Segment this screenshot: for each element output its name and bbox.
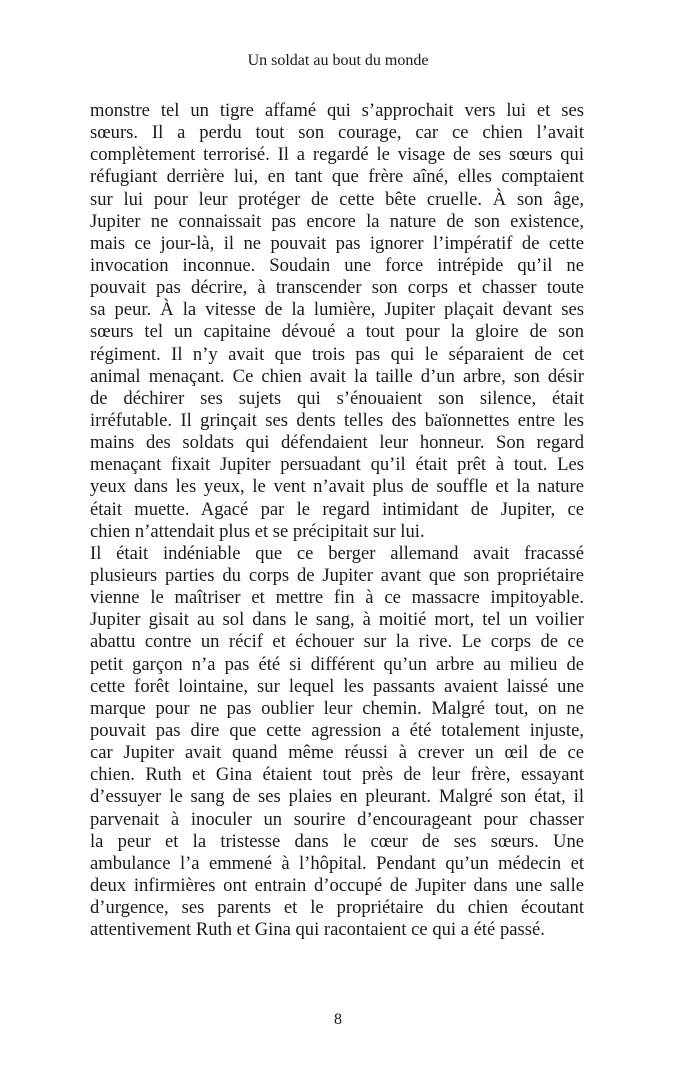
- running-header: Un soldat au bout du monde: [247, 52, 429, 69]
- text-line: était muette. Agacé par le regard intimidant de Jupiter, ce: [90, 498, 584, 520]
- text-line: Jupiter ne connaissait pas encore la nature de son existence,: [90, 210, 584, 232]
- text-line: d’essuyer le sang de ses plaies en pleurant. Malgré son état, il: [90, 786, 584, 808]
- text-line: la peur et la tristesse dans le cœur de ses sœurs. Une: [90, 830, 584, 852]
- paragraph: [90, 543, 584, 942]
- text-line: complètement terrorisé. Il a regardé le visage de ses sœurs qui: [90, 144, 584, 166]
- text-line: invocation inconnue. Soudain une force intrépide qu’il ne: [90, 254, 584, 276]
- page-number: 8: [334, 1011, 342, 1028]
- text-line: monstre tel un tigre affamé qui s’approchait vers lui et ses: [90, 100, 584, 121]
- text-line: sa peur. À la vitesse de la lumière, Jupiter plaçait devant ses: [90, 299, 584, 321]
- text-line: mains des soldats qui défendaient leur honneur. Son regard: [90, 432, 584, 454]
- text-line: sur lui pour leur protéger de cette bête cruelle. À son âge,: [90, 188, 584, 210]
- text-line: parvenait à inoculer un sourire d’encourageant pour chasser: [90, 808, 584, 830]
- text-line: menaçant fixait Jupiter persuadant qu’il était prêt à tout. Les: [90, 454, 584, 476]
- text-line: d’urgence, ses parents et le propriétaire du chien écoutant: [90, 897, 584, 919]
- text-line: Il était indéniable que ce berger allemand avait fracassé: [90, 542, 584, 564]
- text-line: yeux dans les yeux, le vent n’avait plus de souffle et la nature: [90, 476, 584, 498]
- text-line: sœurs tel un capitaine dévoué a tout pour la gloire de son: [90, 321, 584, 343]
- text-line: réfugiant derrière lui, en tant que frère aîné, elles comptaient: [90, 166, 584, 188]
- text-line: de déchirer ses sujets qui s’énouaient son silence, était: [90, 387, 584, 409]
- text-line: abattu contre un récif et échouer sur la rive. Le corps de ce: [90, 631, 584, 653]
- text-line: deux infirmières ont entrain d’occupé de Jupiter dans une salle: [90, 874, 584, 896]
- text-line: ambulance l’a emmené à l’hôpital. Pendant qu’un médecin et: [90, 852, 584, 874]
- text-line: régiment. Il n’y avait que trois pas qui le séparaient de cet: [90, 343, 584, 365]
- text-line: attentivement Ruth et Gina qui racontaient ce qui a été passé.: [90, 919, 545, 941]
- text-line: marque pour ne pas oublier leur chemin. Malgré tout, on ne: [90, 697, 584, 719]
- text-line: cette forêt lointaine, sur lequel les passants avaient laissé une: [90, 675, 584, 697]
- text-line: sœurs. Il a perdu tout son courage, car ce chien l’avait: [90, 122, 584, 144]
- text-line: Jupiter gisait au sol dans le sang, à moitié mort, tel un voilier: [90, 609, 584, 631]
- text-line: plusieurs parties du corps de Jupiter avant que son propriétaire: [90, 564, 584, 586]
- text-line: chien n’attendait plus et se précipitait sur lui.: [90, 520, 425, 542]
- text-line: irréfutable. Il grinçait ses dents telles des baïonnettes entre les: [90, 409, 584, 431]
- text-line: pouvait pas décrire, à transcender son corps et chasser toute: [90, 277, 584, 299]
- text-line: animal menaçant. Ce chien avait la taille d’un arbre, son désir: [90, 365, 584, 387]
- text-line: petit garçon n’a pas été si différent qu’un arbre au milieu de: [90, 653, 584, 675]
- text-line: vienne le maîtriser et mettre fin à ce massacre impitoyable.: [90, 587, 584, 609]
- page-body-text: [90, 100, 584, 941]
- text-line: pouvait pas dire que cette agression a été totalement injuste,: [90, 719, 584, 741]
- paragraph: [90, 100, 584, 543]
- text-line: chien. Ruth et Gina étaient tout près de leur frère, essayant: [90, 764, 584, 786]
- text-line: car Jupiter avait quand même réussi à crever un œil de ce: [90, 742, 584, 764]
- text-line: mais ce jour-là, il ne pouvait pas ignorer l’impératif de cette: [90, 232, 584, 254]
